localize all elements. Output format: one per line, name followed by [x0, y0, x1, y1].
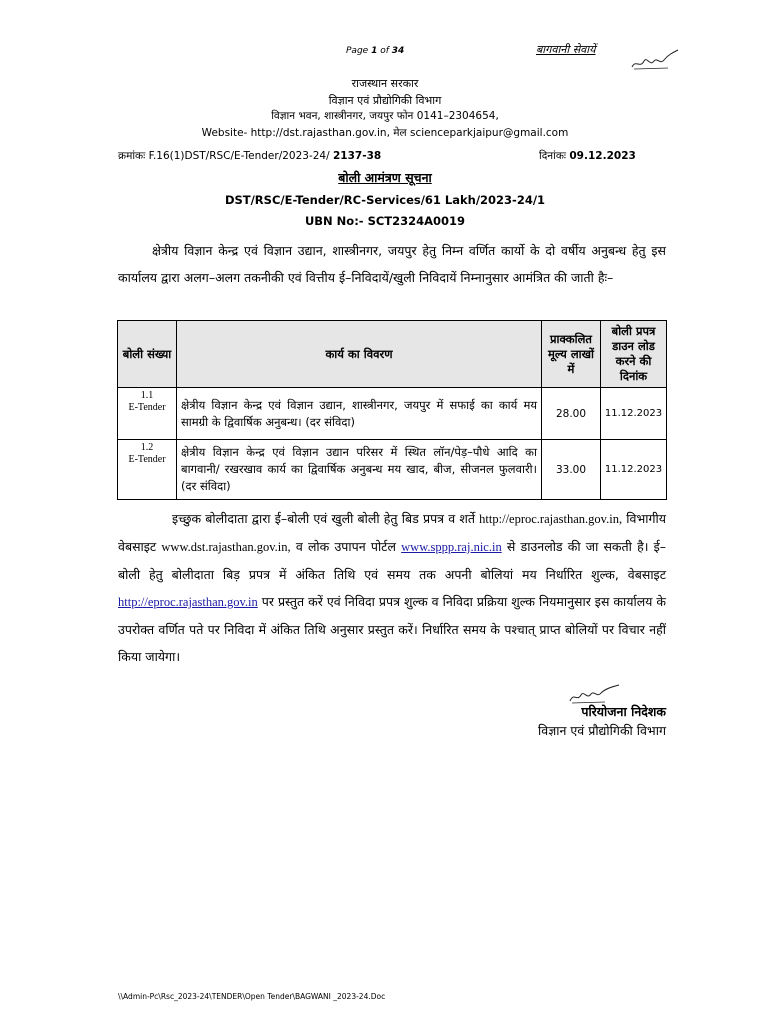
eproc-link[interactable]: http://eproc.rajasthan.gov.in — [118, 595, 258, 609]
notice-subtitle: DST/RSC/E-Tender/RC-Services/61 Lakh/2023-24/1 — [224, 193, 546, 207]
govt-name: राजस्थान सरकार — [351, 77, 419, 90]
notice-title: बोली आमंत्रण सूचना — [338, 170, 432, 185]
reference-number: क्रमांकः F.16(1)DST/RSC/E-Tender/2023-24/ 2137-38 — [118, 150, 382, 162]
table-row — [118, 388, 667, 440]
office-address: विज्ञान भवन, शास्त्रीनगर, जयपुर फोन 0141–2304654, — [271, 110, 499, 122]
header-bid-number: बोली संख्या — [118, 321, 177, 388]
director-signature-icon — [567, 683, 623, 705]
work-description-cell: क्षेत्रीय विज्ञान केन्द्र एवं विज्ञान उद्यान परिसर में स्थित लॉन/पेड़–पौधे आदि का बागवानी/ रखरखाव कार्य का द्विवार्षिक अनुबन्ध मय खाद, बीज, सीजनल फुलवारी। (दर संविदा) — [177, 440, 542, 500]
estimated-value-cell: 33.00 — [542, 440, 601, 500]
dst-website-text: www.dst.rajasthan.gov.in, — [161, 540, 291, 554]
bid-number-cell: 1.2 E-Tender — [118, 440, 177, 500]
work-description-cell: क्षेत्रीय विज्ञान केन्द्र एवं विज्ञान उद्यान, शास्त्रीनगर, जयपुर में सफाई का कार्य मय सामग्री के द्विवार्षिक अनुबन्ध। (दर संविदा) — [177, 388, 542, 440]
header-download-date: बोली प्रपत्र डाउन लोड करने की दिनांक — [601, 321, 667, 388]
download-date-cell: 11.12.2023 — [601, 388, 667, 440]
header-estimated-value: प्राक्कलित मूल्य लाखों में — [542, 321, 601, 388]
tender-table — [117, 320, 667, 500]
estimated-value-cell: 28.00 — [542, 388, 601, 440]
page-number: Page 1 of 34 — [346, 46, 405, 56]
signatory-designation: परियोजना निदेशक — [581, 704, 666, 719]
office-website-email: Website- http://dst.rajasthan.gov.in, मेल scienceparkjaipur@gmail.com — [201, 127, 569, 139]
instructions-paragraph: इच्छुक बोलीदाता द्वारा ई–बोली एवं खुली बोली हेतु बिड प्रपत्र व शर्ते http://eproc.rajasthan.gov.in, विभागीय वेबसाइट www.dst.rajasthan.gov.in, व लोक उपापन पोर्टल www.sppp.raj.nic.in से डाउनलोड की जा सकती है। ई–बोली हेतु बोलीदाता बिड़ प्रपत्र में अंकित तिथि एवं समय तक अपनी बोलियां मय निर्धारित शुल्क, वेबसाइट http://eproc.rajasthan.gov.in पर प्रस्तुत करें एवं निविदा प्रपत्र शुल्क व निविदा प्रक्रिया शुल्क नियमानुसार इस कार्यालय के उपरोक्त वर्णित पते पर निविदा में अंकित तिथि अनुसार प्रस्तुत करें। निर्धारित समय के पश्चात् प्राप्त बोलियों पर विचार नहीं किया जायेगा। — [118, 511, 667, 664]
handwritten-note: बागवानी सेवायें — [536, 43, 596, 56]
download-date-cell: 11.12.2023 — [601, 440, 667, 500]
file-path-footer: \\Admin-Pc\Rsc_2023-24\TENDER\Open Tender\BAGWANI _2023-24.Doc — [118, 992, 386, 1001]
initials-signature-icon — [628, 47, 680, 73]
table-row — [118, 440, 667, 500]
signatory-department: विज्ञान एवं प्रौद्योगिकी विभाग — [538, 723, 666, 738]
eproc-url-text: http://eproc.rajasthan.gov.in, — [479, 512, 623, 526]
sppp-portal-link[interactable]: www.sppp.raj.nic.in — [401, 540, 502, 554]
bid-number-cell: 1.1 E-Tender — [118, 388, 177, 440]
reference-date: दिनांकः 09.12.2023 — [539, 150, 636, 162]
header-work-description: कार्य का विवरण — [177, 321, 542, 388]
table-header-row — [118, 321, 667, 388]
intro-paragraph: क्षेत्रीय विज्ञान केन्द्र एवं विज्ञान उद्यान, शास्त्रीनगर, जयपुर हेतु निम्न वर्णित कार्यो के दो वर्षीय अनुबन्ध हेतु इस कार्यालय द्वारा अलग–अलग तकनीकी एवं वित्तीय ई–निविदायें/खुली निविदायें निम्नानुसार आमंत्रित की जाती हैः– — [118, 243, 666, 285]
department-name: विज्ञान एवं प्रौद्योगिकी विभाग — [328, 94, 442, 107]
ubn-number: UBN No:- SCT2324A0019 — [304, 214, 466, 228]
